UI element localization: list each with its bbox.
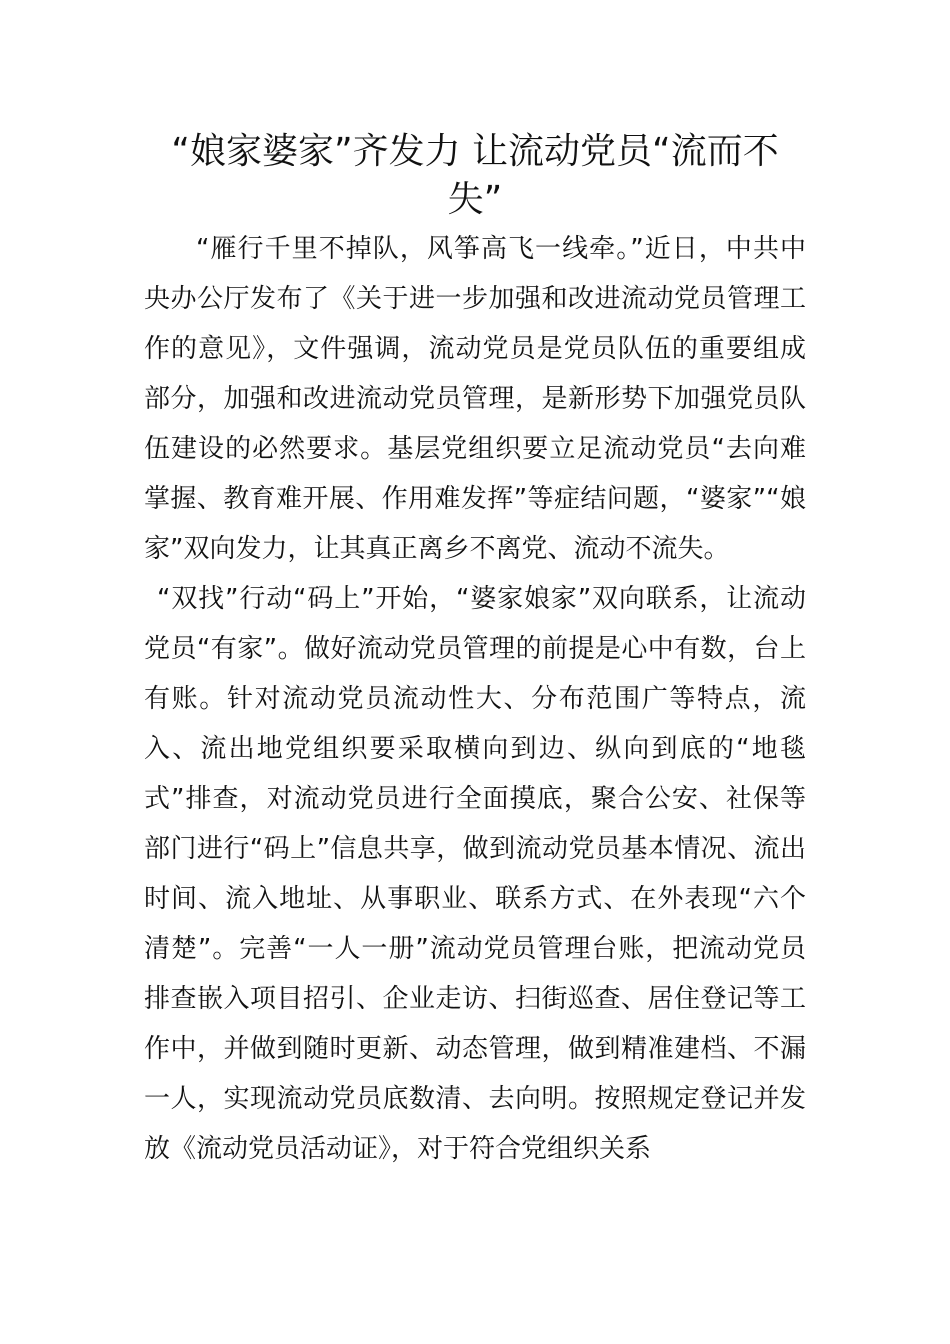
document-body — [144, 224, 806, 1174]
paragraph-intro: “雁行千里不掉队，风筝高飞一线牵。”近日，中共中央办公厅发布了《关于进一步加强和改进流动党员管理工作的意见》，文件强调，流动党员是党员队伍的重要组成部分，加强和改进流动党员管理，是新形势下加强党员队伍建设的必然要求。基层党组织要立足流动党员“去向难掌握、教育难开展、作用难发挥”等症结问题，“婆家”“娘家”双向发力，让其真正离乡不离党、流动不流失。 — [144, 234, 806, 564]
document-title: “娘家婆家”齐发力 让流动党员“流而不失” — [171, 131, 779, 220]
paragraph-double-search: “双找”行动“码上”开始，“婆家娘家”双向联系，让流动党员“有家”。做好流动党员管理的前提是心中有数，台上有账。针对流动党员流动性大、分布范围广等特点，流入、流出地党组织要采取横向到边、纵向到底的“地毯式”排查，对流动党员进行全面摸底，聚合公安、社保等部门进行“码上”信息共享，做到流动党员基本情况、流出时间、流入地址、从事职业、联系方式、在外表现“六个清楚”。完善“一人一册”流动党员管理台账，把流动党员排查嵌入项目招引、企业走访、扫街巡查、居住登记等工作中，并做到随时更新、动态管理，做到精准建档、不漏一人，实现流动党员底数清、去向明。按照规定登记并发放《流动党员活动证》，对于符合党组织关系 — [144, 584, 806, 1164]
